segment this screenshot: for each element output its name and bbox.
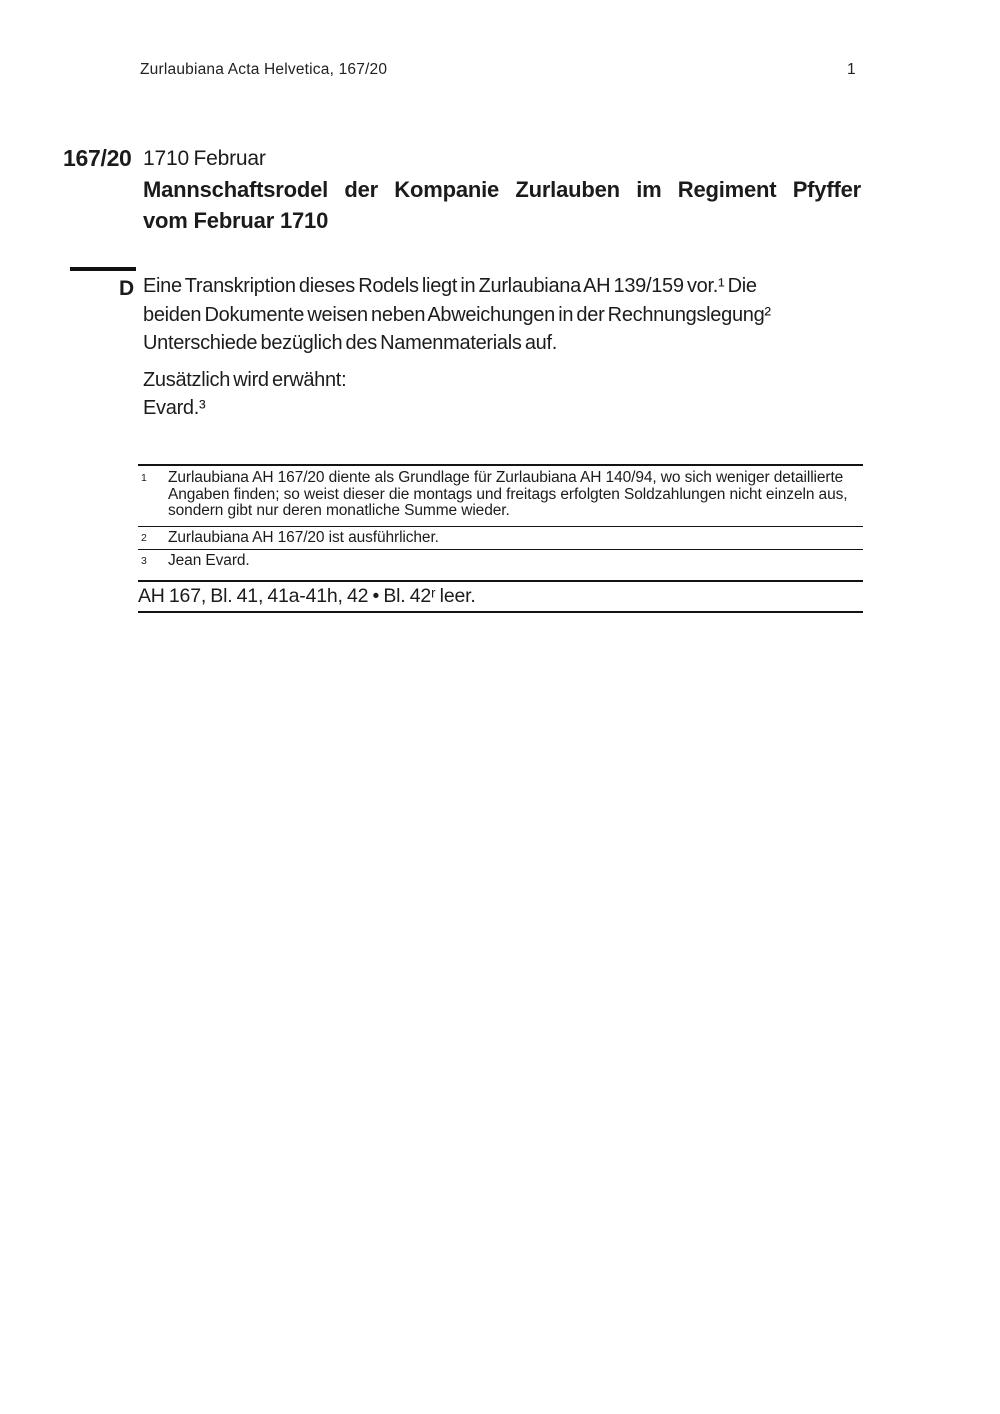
- entry-title-line1: Mannschaftsrodel der Kompanie Zurlauben im Regiment Pfyffer: [143, 177, 861, 202]
- page-number: 1: [847, 61, 856, 78]
- section-dash: [70, 267, 136, 271]
- entry-title: [143, 174, 861, 236]
- description-label: D: [119, 277, 135, 300]
- footnotes-section: [138, 464, 863, 613]
- description-line-2: beiden Dokumente weisen neben Abweichungen in der Rechnungslegung²: [143, 303, 771, 326]
- footnote-1-text: Zurlaubiana AH 167/20 diente als Grundlage für Zurlaubiana AH 140/94, wo sich weniger detaillierte Angaben finden; so weist dieser die montags und freitags erfolgten Soldzahlungen nicht einzeln aus, sondern gibt nur deren monatliche Summe wieder.: [168, 469, 848, 519]
- footnote-1: [138, 464, 863, 526]
- description-block: [143, 272, 833, 423]
- footnote-3-marker: 3: [141, 555, 147, 567]
- description-line-3: Unterschiede bezüglich des Namenmaterials auf.: [143, 332, 557, 354]
- footnote-2: [138, 526, 863, 550]
- footnote-3-text: Jean Evard.: [168, 552, 250, 569]
- additional-mention-name: Evard.³: [143, 397, 206, 419]
- footnote-2-text: Zurlaubiana AH 167/20 ist ausführlicher.: [168, 528, 439, 546]
- archive-reference-row: [138, 580, 863, 613]
- additional-mention-intro: Zusätzlich wird erwähnt:: [143, 368, 347, 391]
- description-line-1: Eine Transkription dieses Rodels liegt in Zurlaubiana AH 139/159 vor.¹ Die: [143, 275, 757, 297]
- archive-reference: AH 167, Bl. 41, 41a-41h, 42 • Bl. 42ʳ leer.: [138, 584, 476, 607]
- running-header-title: Zurlaubiana Acta Helvetica, 167/20: [140, 61, 388, 78]
- entry-number: 167/20: [63, 145, 132, 171]
- footnote-1-marker: 1: [141, 472, 147, 484]
- entry-date: 1710 Februar: [143, 147, 266, 170]
- footnote-2-marker: 2: [141, 531, 147, 544]
- entry-title-line2: vom Februar 1710: [143, 208, 329, 233]
- footnote-3: [138, 549, 863, 580]
